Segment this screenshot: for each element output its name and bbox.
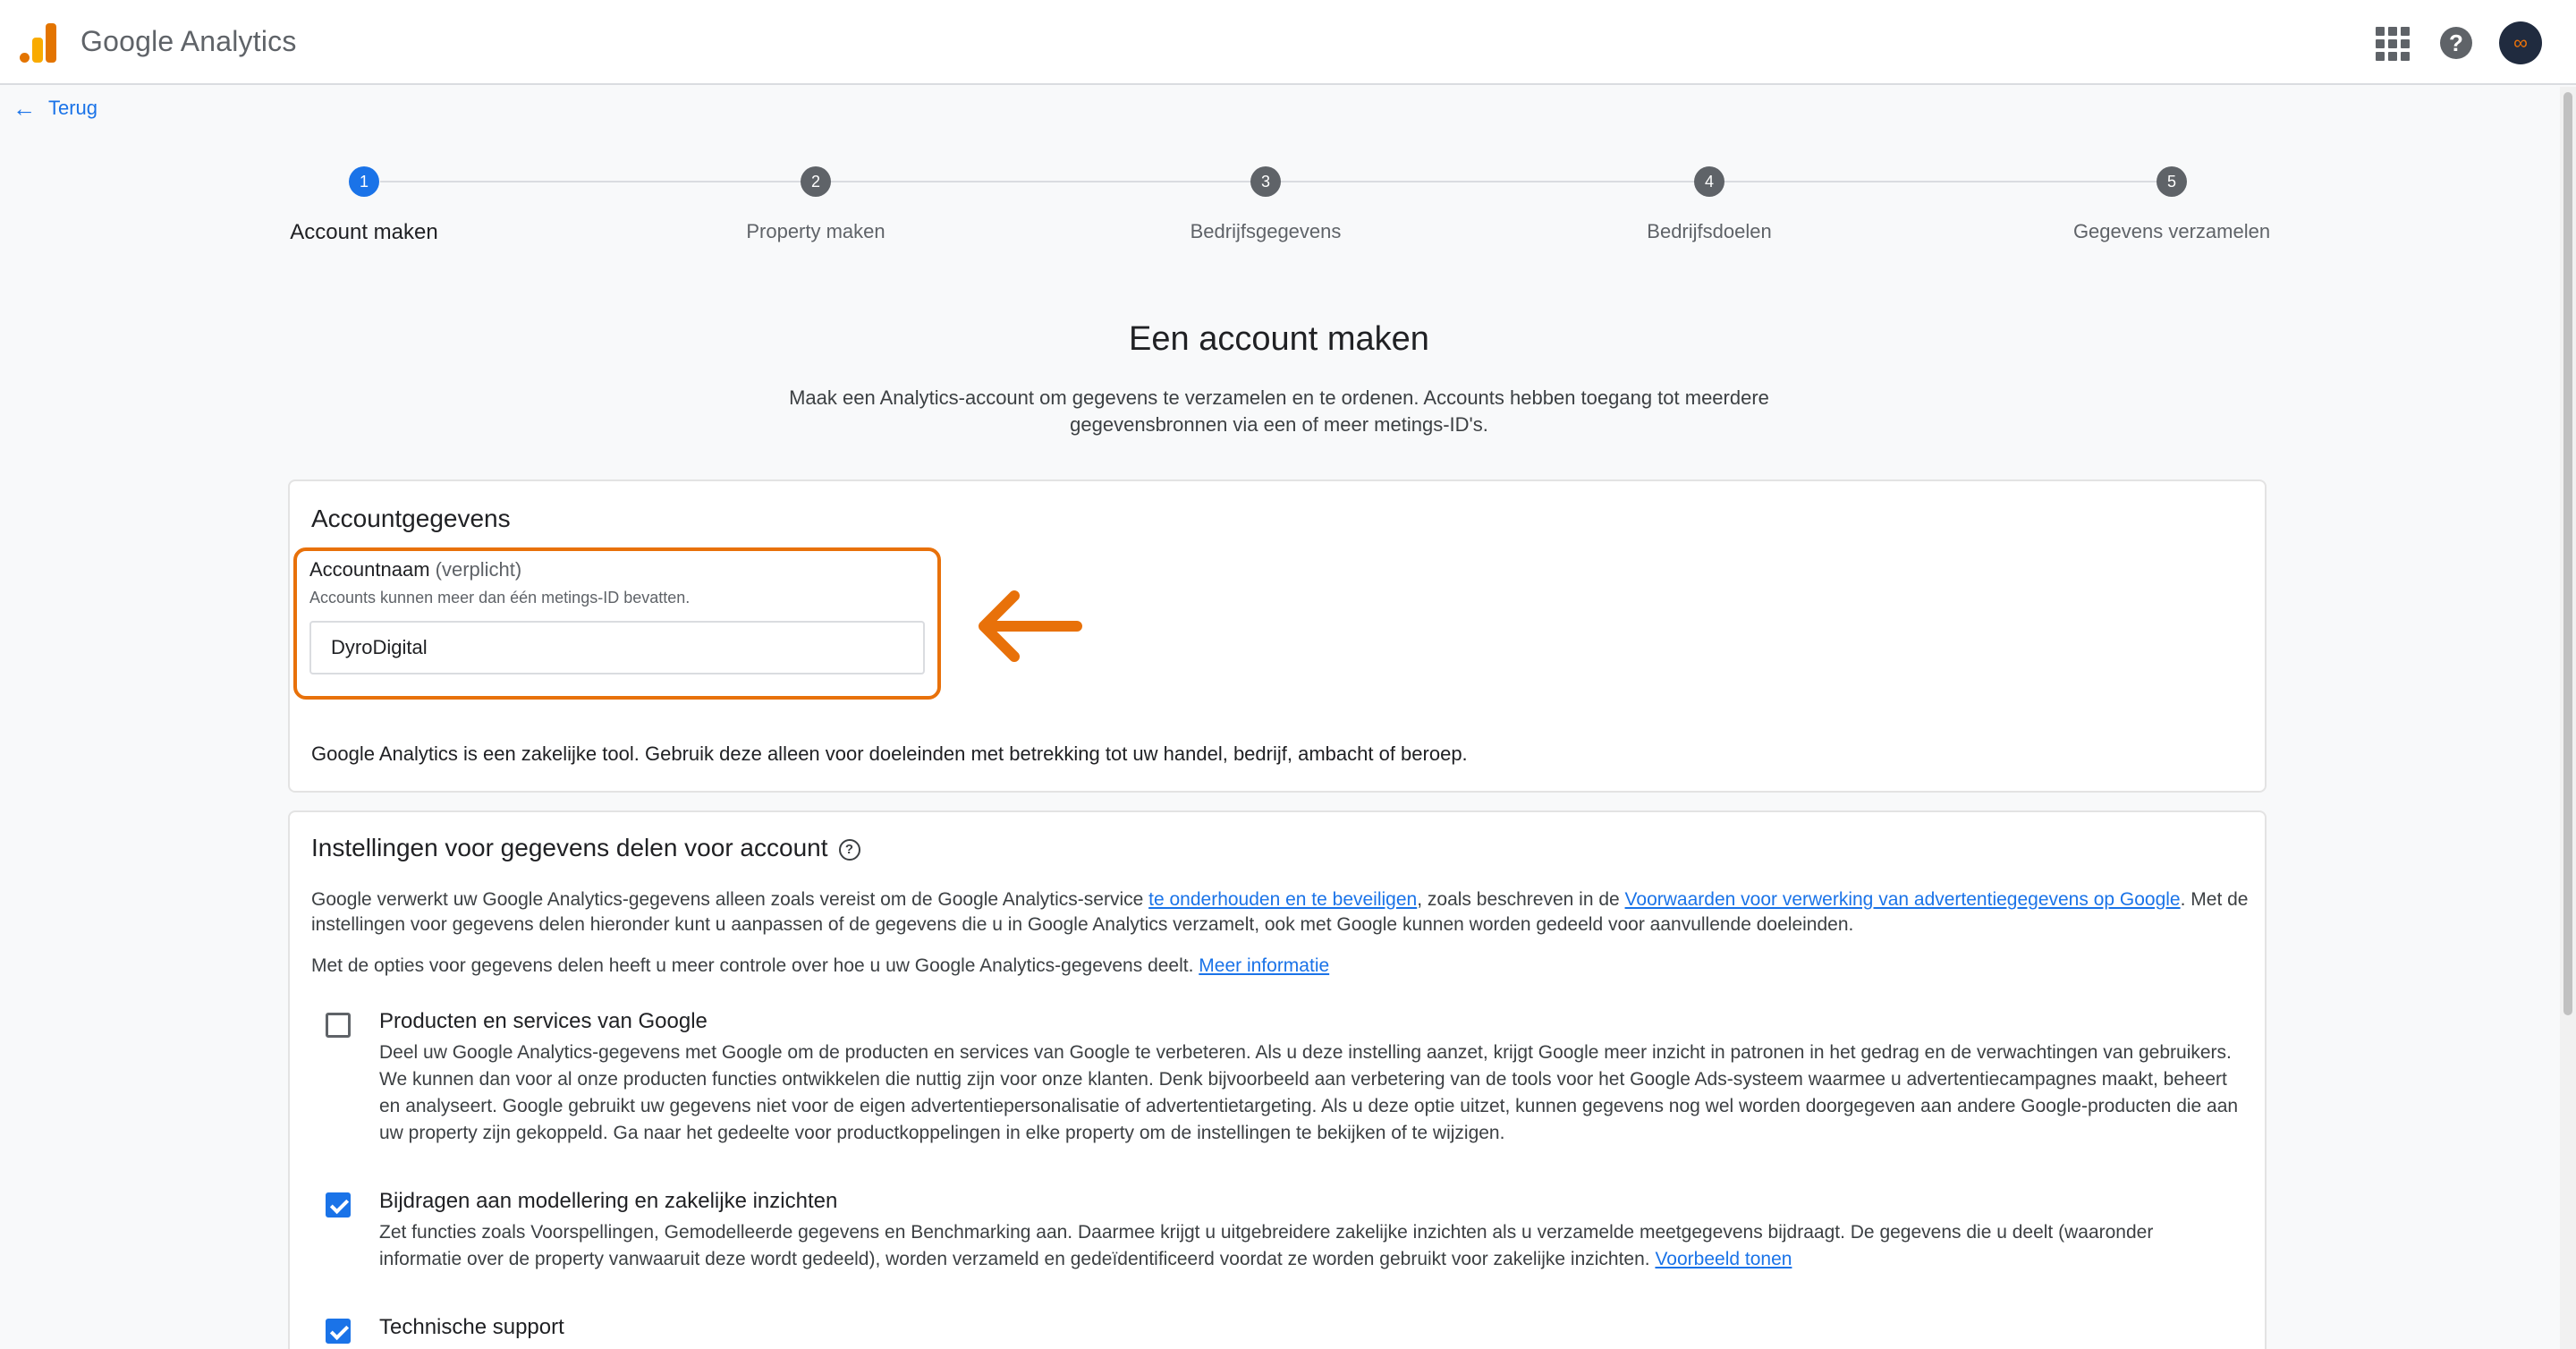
paragraph-text: , zoals beschreven in de	[1417, 889, 1625, 910]
step-number: 4	[1694, 166, 1724, 197]
step-label: Bedrijfsdoelen	[1647, 220, 1772, 242]
step-label: Property maken	[746, 220, 886, 242]
account-details-card	[288, 479, 2267, 793]
step-label: Bedrijfsgegevens	[1190, 220, 1342, 242]
help-icon[interactable]: ?	[2440, 27, 2472, 59]
google-products-checkbox[interactable]	[326, 1013, 351, 1038]
step-bedrijfsdoelen	[1530, 166, 1888, 243]
step-label: Account maken	[290, 220, 438, 244]
technical-support-checkbox[interactable]	[326, 1319, 351, 1344]
step-label: Gegevens verzamelen	[2072, 220, 2271, 242]
paragraph-text: Met de opties voor gegevens delen heeft u meer controle over hoe u uw Google Analytics-gegevens deelt.	[311, 955, 1199, 976]
sharing-intro-paragraph	[311, 887, 2252, 938]
analytics-logo[interactable]	[20, 23, 57, 63]
back-arrow-icon: ←	[13, 95, 36, 122]
arrow-left-annotation	[971, 581, 1088, 671]
account-name-input[interactable]	[309, 621, 925, 674]
paragraph-text: . Met de instellingen voor gegevens delen hieronder kunt u aanpassen of de gegevens die u in Google Analytics verzamelt, ook met Google kunnen worden gedeeld voor aanvullende doeleinden.	[311, 889, 2249, 935]
option-title: Technische support	[379, 1315, 564, 1339]
option-description: Deel uw Google Analytics-gegevens met Google om de producten en services van Google te verbeteren. Als u deze instelling aanzet, krijgt Google meer inzicht in patronen in het gedrag en de verwachtingen van gebruikers. We kunnen dan voor al onze producten functies ontwikkelen die nuttig zijn voor onze klanten. Denk bijvoorbeeld aan verbetering van de tools voor het Google Ads-systeem waarmee u advertentiecampagnes maakt, beheert en analyseert. Google gebruikt uw gegevens niet voor de eigen advertentiepersonalisatie of advertentietargeting. Als u deze optie uitzet, kunnen gegevens nog wel worden doorgegeven aan andere Google-producten die aan uw property zijn gekoppeld. Ga naar het gedeelte voor productkoppelingen in elke property om de instellingen te bekijken of te wijzigen.	[379, 1042, 2239, 1143]
page-subtitle: Maak een Analytics-account om gegevens te verzamelen en te ordenen. Accounts hebben toegang tot meerdere gegevensbronnen via een of meer metings-ID's.	[789, 386, 1769, 436]
business-use-note: Google Analytics is een zakelijke tool. Gebruik deze alleen voor doeleinden met betrekking tot uw handel, bedrijf, ambacht of beroep.	[311, 742, 1468, 765]
step-number: 5	[2157, 166, 2187, 197]
paragraph-text: Google verwerkt uw Google Analytics-gegevens alleen zoals vereist om de Google Analytics-service	[311, 889, 1149, 910]
step-account-maken	[185, 166, 543, 245]
apps-icon[interactable]	[2376, 27, 2410, 61]
step-number: 2	[801, 166, 831, 197]
option-title: Producten en services van Google	[379, 1009, 708, 1033]
avatar[interactable]: ∞	[2499, 21, 2542, 64]
step-bedrijfsgegevens	[1087, 166, 1445, 243]
account-name-hint: Accounts kunnen meer dan één metings-ID bevatten.	[309, 589, 691, 607]
learn-more-link[interactable]: Meer informatie	[1199, 955, 1330, 976]
step-number: 1	[349, 166, 379, 197]
card-title: Accountgegevens	[311, 505, 511, 532]
back-link[interactable]	[13, 97, 97, 120]
help-circle-icon[interactable]: ?	[839, 839, 860, 861]
app-title: Google Analytics	[80, 25, 297, 57]
show-example-link[interactable]: Voorbeeld tonen	[1655, 1249, 1792, 1269]
step-number: 3	[1250, 166, 1281, 197]
maintain-secure-link[interactable]: te onderhouden en te beveiligen	[1148, 889, 1418, 910]
option-title: Bijdragen aan modellering en zakelijke inzichten	[379, 1189, 838, 1213]
data-sharing-title	[311, 834, 860, 862]
scrollbar-thumb[interactable]	[2563, 92, 2572, 1015]
option-description-text: Zet functies zoals Voorspellingen, Gemodelleerde gegevens en Benchmarking aan. Daarmee krijgt u uitgebreidere zakelijke inzichten als u verzamelde meetgegevens bijdraagt. De gegevens die u deelt (waaronder informatie over de property vanwaaruit deze wordt gedeeld), worden verzameld en gedeïdentificeerd voordat ze worden gebruikt voor zakelijke inzichten.	[379, 1222, 2154, 1269]
data-sharing-card	[288, 810, 2267, 1349]
top-app-bar	[0, 0, 2576, 85]
back-link-label: Terug	[48, 97, 98, 119]
required-marker: (verplicht)	[435, 558, 522, 581]
field-label-text: Accountnaam	[309, 558, 430, 581]
step-property-maken	[637, 166, 995, 243]
account-name-label	[309, 558, 521, 581]
step-gegevens-verzamelen	[1993, 166, 2351, 243]
page-scrollbar[interactable]	[2560, 87, 2576, 1349]
sharing-control-paragraph	[311, 954, 2252, 979]
data-processing-terms-link[interactable]: Voorwaarden voor verwerking van advertentiegegevens op Google	[1624, 889, 2181, 910]
modeling-insights-checkbox[interactable]	[326, 1192, 351, 1217]
card-title-text: Instellingen voor gegevens delen voor account	[311, 834, 828, 861]
option-description	[379, 1219, 2240, 1273]
page-title: Een account maken	[1129, 320, 1429, 358]
